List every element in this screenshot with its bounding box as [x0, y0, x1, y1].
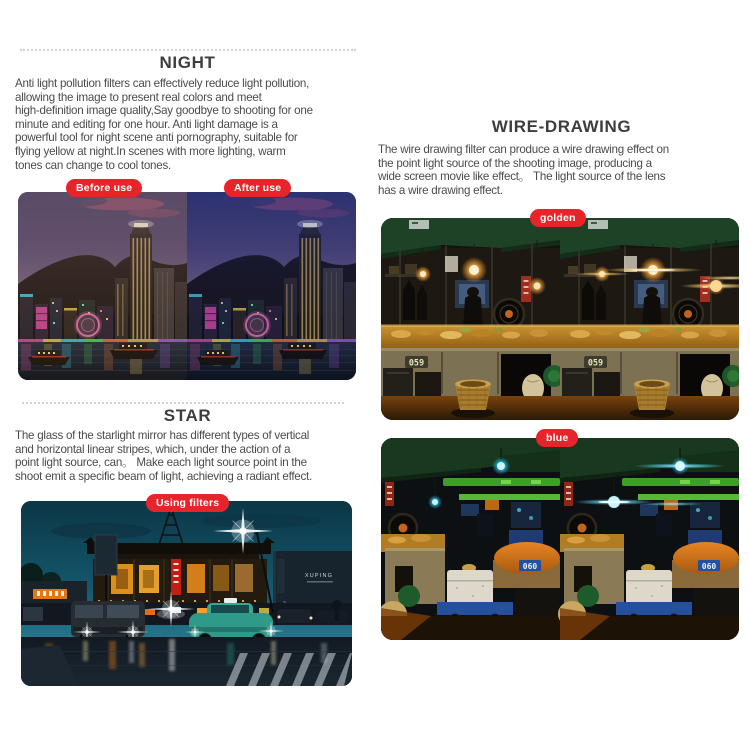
- night-market-blue-image: [381, 438, 739, 640]
- star-line: The glass of the starlight mirror has different types of vertical: [15, 429, 310, 442]
- star-line: shoot emit a specific beam of light, achieving a radiant effect.: [15, 469, 312, 483]
- night-market-golden-image: [381, 218, 739, 420]
- blue-left-half: [381, 438, 560, 640]
- after-use-badge: After use: [224, 179, 291, 197]
- night-comparison-photo: [18, 192, 356, 380]
- hong-kong-skyline-image: [18, 192, 356, 380]
- blue-wire-photo: [381, 438, 739, 640]
- wire-drawing-title: WIRE-DRAWING: [491, 117, 632, 136]
- golden-badge: golden: [530, 209, 586, 227]
- golden-right-half: [560, 218, 739, 420]
- night-line: minute and editing for one hour. Anti light damage is a: [15, 117, 278, 131]
- night-line: powerful tool for night scene anti pornography, suitable for: [15, 131, 298, 145]
- cool-tint-overlay: [187, 192, 356, 380]
- star-title: STAR: [163, 406, 212, 425]
- using-filters-badge: Using filters: [146, 494, 229, 512]
- divider-night: [20, 49, 356, 51]
- night-line: allowing the image to present real colors and meet: [15, 90, 262, 104]
- wire-line: The wire drawing filter can produce a wire drawing effect on: [378, 143, 669, 156]
- building-sign-text: XUPING: [304, 573, 334, 579]
- wire-drawing-paragraph: [378, 143, 745, 197]
- star-effect-photo: [21, 501, 352, 686]
- night-line: high-definition image quality,Say goodbye to shooting for one: [15, 104, 313, 118]
- rainy-street-image: [21, 501, 352, 686]
- before-use-badge: Before use: [66, 179, 142, 197]
- night-line: flying yellow at night.In scenes with more lighting, warm: [15, 144, 286, 158]
- star-line: and horizontal linear stripes, which, under the action of a: [15, 442, 291, 456]
- wire-line: has a wire drawing effect.: [378, 183, 503, 197]
- night-line: tones can change to cool tones.: [15, 158, 171, 172]
- wire-line: the point light source of the shooting image, producing a: [378, 156, 652, 170]
- wire-line: wide screen movie like effect。 The light source of the lens: [378, 170, 666, 184]
- golden-wire-photo: [381, 218, 739, 420]
- blue-right-half: [558, 438, 739, 640]
- divider-star: [22, 402, 344, 404]
- golden-left-half: [381, 218, 565, 420]
- taxi-roof-sign: [224, 598, 237, 603]
- star-paragraph: [15, 429, 365, 483]
- night-paragraph: [15, 77, 365, 172]
- star-line: point light source, can。 Make each light source point in the: [15, 456, 307, 470]
- warm-tint-overlay: [18, 192, 187, 380]
- blue-badge: blue: [536, 429, 578, 447]
- night-line: Anti light pollution filters can effectively reduce light pollution,: [15, 77, 310, 90]
- night-title: NIGHT: [159, 53, 216, 72]
